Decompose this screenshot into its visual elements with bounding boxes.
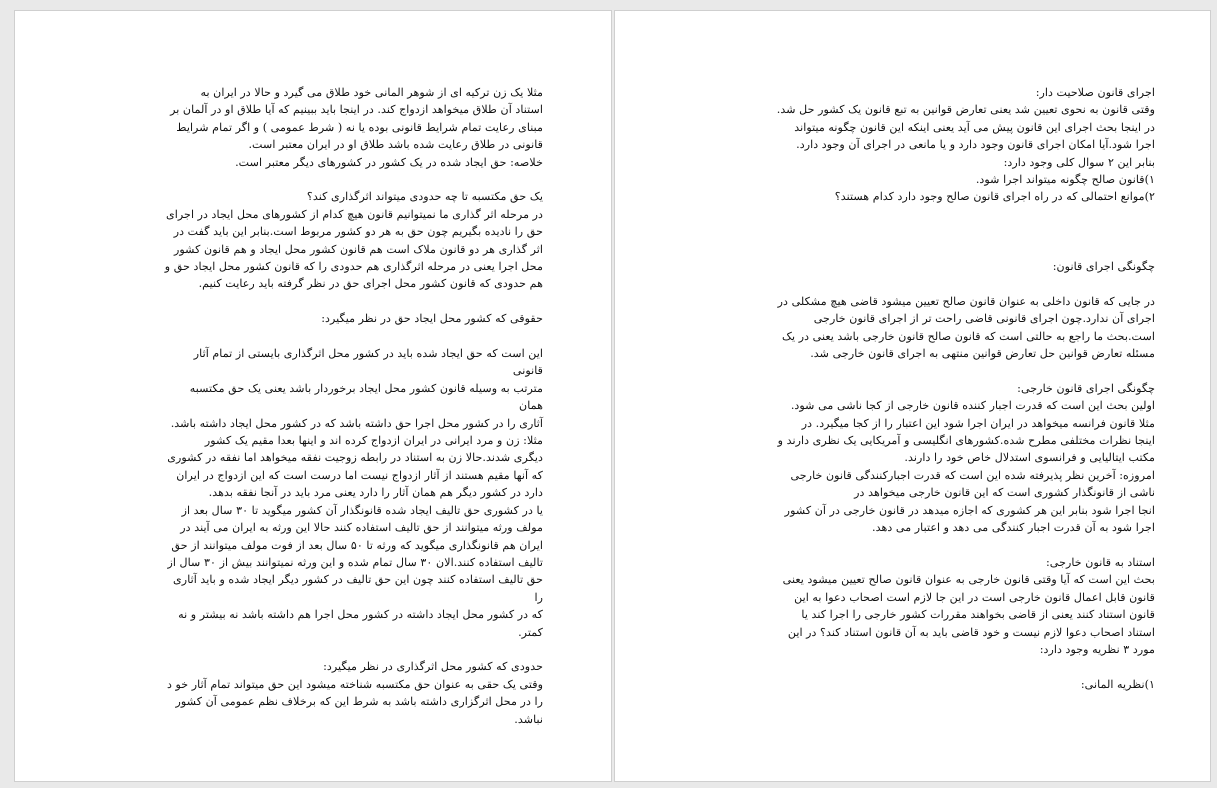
paragraph: مثلا: زن و مرد ایرانی در ایران ازدواج کرده اند و اینها بعدا مقیم یک کشور دیگری شدند.حالا زن به استناد در رابطه زوجیت نفقه میخواهد اما نفقه در کشوری که آنها مقیم هستند از آثار ازدواج نیست اما درست است که این ازدواج در ایران دارد در کشور دیگر هم همان آثار را دارد یعنی مرد باید در آنجا نفقه بدهد. [167,434,543,500]
paragraph: مثلا یک زن ترکیه ای از شوهر المانی خود طلاق می گیرد و حالا در ایران به استناد آن طلاق میخواهد ازدواج کند. در اینجا باید ببینیم که آیا طلاق او در آلمان بر مبنای رعایت تمام شرایط قانونی بوده یا نه ( شرط عمومی ) و اگر تمام شرایط قانونی در طلاق رعایت شده باشد طلاق او در ایران معتبر است. [170,86,543,152]
section-heading: یک حق مکتسبه تا چه حدودی میتواند اثرگذاری کند؟ [306,190,543,204]
paragraph: در مرحله اثر گذاری ما نمیتوانیم قانون هیچ کدام از کشورهای محل ایجاد در اجرای حق را نادیده بگیریم چون حق به هر دو کشور مربوط است.بنابر این باید گفت در اثر گذاری هر دو قانون ملاک است هم قانون کشور محل ایجاد و هم قانون کشور محل اجرا یعنی در مرحله اثرگذاری هم حدودی را که قانون کشور محل ایجاد حق و هم حدودی که قانون کشور محل اجرای حق در نظر گرفته باید رعایت کنیم. [164,207,543,291]
paragraph: استناد به قانون خارجی: بحث این است که آیا وقتی قانون خارجی به عنوان قانون صالح تعیین میشود یعنی قانون قابل اعمال قانون خارجی است در این جا لازم است اصحاب دعوا به این قانون استناد کنند یعنی از قاضی بخواهند مقررات کشور خارجی را اجرا کند یا استناد اصحاب دعوا لازم نیست و خود قاضی باید به آن قانون استناد کند؟ در این مورد ۳ نظریه وجود دارد: [782,555,1155,656]
paragraph: چگونگی اجرای قانون خارجی: اولین بحث این است که قدرت اجبار کننده قانون خارجی از کجا ناشی می شود. مثلا قانون فرانسه میخواهد در ایران اجرا شود این اعتبار را از کجا میگیرد. در اینجا نظرات مختلفی مطرح شده.کشورهای انگلیسی و آمریکایی یک نظری دارند و مکتب ایتالیایی و فرانسوی استدلال خاص خود را دارند. امروزه: آخرین نظر پذیرفته شده این است که قدرت اجبارکنندگی قانون خارجی ناشی از قانونگذار کشوری است که این قانون خارجی میخواهد در انجا اجرا شود بنابر این هر کشوری که اجازه میدهد در قانون خارجی در آن کشور اجرا شود به آن قدرت اجبار کنندگی می دهد و اعتبار می دهد. [777,381,1155,535]
paragraph: خلاصه: حق ایجاد شده در یک کشور در کشورهای دیگر معتبر است. [235,155,543,169]
document-page-right [614,10,1211,782]
section-heading: ۱)نظریه المانی: [1080,677,1155,691]
paragraph: این است که حق ایجاد شده باید در کشور محل اثرگذاری بایستی از تمام آثار قانونی مترتب به وسیله قانون کشور محل ایجاد برخوردار باشد یعنی یک حق مکتسبه همان آثاری را در کشور محل اجرا حق داشته باشد که در کشور محل ایجاد داشته باشد. [170,347,543,430]
page-text-right [695,84,1155,693]
section-heading: چگونگی اجرای قانون: [1052,260,1155,274]
section-heading: حدودی که کشور محل اثرگذاری در نظر میگیرد: [323,660,543,674]
paragraph: وقتی یک حقی به عنوان حق مکتسبه شناخته میشود این حق میتواند تمام آثار خو د را در محل اثرگزاری داشته باشد به شرط این که برخلاف نظم عمومی آن کشور نباشد. [166,677,543,726]
page-text-left [163,84,543,728]
section-heading: حقوقی که کشور محل ایجاد حق در نظر میگیرد: [321,312,543,326]
paragraph: در جایی که قانون داخلی به عنوان قانون صالح تعیین میشود قاضی هیچ مشکلی در اجرای آن ندارد.چون اجرای قانونی قاضی راحت تر از اجرای قانون خارجی است.بحث ما راجع به حالتی است که قانون صالح قانون خارجی باشد یعنی در یک مسئله تعارض قوانین حل تعارض قوانین منتهی به اجرای قانون خارجی شد. [777,294,1155,361]
document-page-left [14,10,612,782]
paragraph: اجرای قانون صلاحیت دار: وقتی قانون به نحوی تعیین شد یعنی تعارض قوانین به تبع قانون یک کشور حل شد. در اینجا بحث اجرای این قانون پیش می آید یعنی اینکه این قانون چگونه میتواند اجرا شود.آیا امکان اجرای قانون وجود دارد و یا مانعی در اجرای آن وجود دارد. بنابر این ۲ سوال کلی وجود دارد: ۱)قانون صالح چگونه میتواند اجرا شود. ۲)موانع احتمالی که در راه اجرای قانون صالح وجود دارد کدام هستند؟ [776,86,1155,204]
paragraph: یا در کشوری حق تالیف ایجاد شده قانونگذار آن کشور میگوید تا ۳۰ سال بعد از مولف ورثه میتوانند از حق تالیف استفاده کنند حالا این ورثه به ایران می آیند در ایران هم قانونگذاری میگوید که ورثه تا ۵۰ سال بعد از فوت مولف میتوانند از حق تالیف استفاده کنند.الان ۳۰ سال تمام شده و این ورثه نمیتوانند بیش از ۳۰ سال از حق تالیف استفاده کنند چون این حق تالیف در کشور دیگر ایجاد شده و باید آثاری را که در کشور محل ایجاد داشته در کشور محل اجرا هم داشته باشد نه بیشتر و نه کمتر. [167,503,543,639]
